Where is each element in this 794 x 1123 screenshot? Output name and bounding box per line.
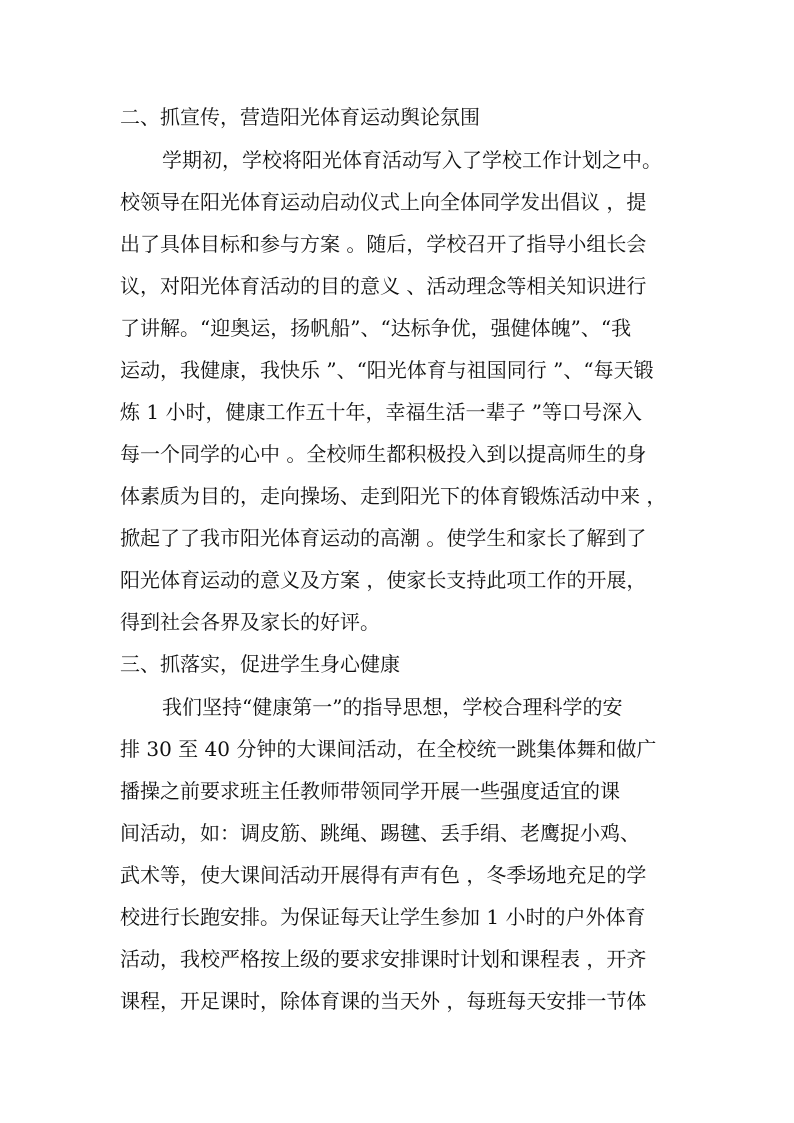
paragraph-line: 活动，我校严格按上级的要求安排课时计划和课程表 ，开齐 bbox=[120, 947, 647, 971]
paragraph-line: 学期初，学校将阳光体育活动写入了学校工作计划之中。 bbox=[162, 148, 662, 172]
paragraph-line: 得到社会各界及家长的好评。 bbox=[120, 610, 380, 634]
paragraph-line: 掀起了了我市阳光体育运动的高潮 。使学生和家长了解到了 bbox=[120, 526, 647, 550]
section-heading-2: 二、抓宣传，营造阳光体育运动舆论氛围 bbox=[120, 105, 480, 129]
paragraph-line: 校领导在阳光体育运动启动仪式上向全体同学发出倡议 ，提 bbox=[120, 190, 647, 214]
paragraph-line: 议，对阳光体育活动的目的意义 、活动理念等相关知识进行 bbox=[120, 274, 647, 298]
paragraph-line: 体素质为目的，走向操场、走到阳光下的体育锻炼活动中来 ， bbox=[120, 484, 667, 508]
paragraph-line: 运动，我健康，我快乐 ”、“阳光体育与祖国同行 ”、“每天锻 bbox=[120, 358, 654, 382]
paragraph-line: 了讲解。“迎奥运，扬帆船”、“达标争优，强健体魄”、“我 bbox=[120, 316, 632, 340]
paragraph-line: 排 30 至 40 分钟的大课间活动，在全校统一跳集体舞和做广 bbox=[120, 737, 657, 761]
paragraph-line: 播操之前要求班主任教师带领同学开展一些强度适宜的课 bbox=[120, 779, 620, 803]
paragraph-line: 每一个同学的心中 。全校师生都积极投入到以提高师生的身 bbox=[120, 442, 647, 466]
paragraph-line: 我们坚持“健康第一”的指导思想，学校合理科学的安 bbox=[162, 695, 623, 719]
paragraph-line: 武术等，使大课间活动开展得有声有色 ，冬季场地充足的学 bbox=[120, 863, 647, 887]
paragraph-line: 间活动，如：调皮筋、跳绳、踢毽、丢手绢、老鹰捉小鸡、 bbox=[120, 821, 640, 845]
paragraph-line: 阳光体育运动的意义及方案 ，使家长支持此项工作的开展， bbox=[120, 568, 647, 592]
paragraph-line: 校进行长跑安排。为保证每天让学生参加 1 小时的户外体育 bbox=[120, 905, 646, 929]
paragraph-line: 课程，开足课时，除体育课的当天外 ，每班每天安排一节体 bbox=[120, 989, 647, 1013]
paragraph-line: 炼 1 小时，健康工作五十年，幸福生活一辈子 ”等口号深入 bbox=[120, 400, 643, 424]
paragraph-line: 出了具体目标和参与方案 。随后，学校召开了指导小组长会 bbox=[120, 232, 647, 256]
section-heading-3: 三、抓落实，促进学生身心健康 bbox=[120, 652, 400, 676]
